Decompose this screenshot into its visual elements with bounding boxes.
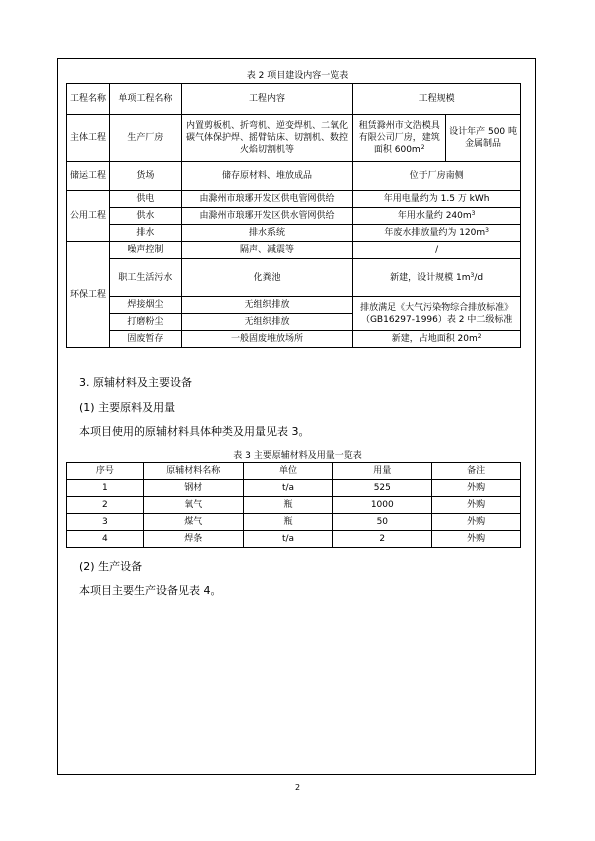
header-cell: 工程名称 — [67, 84, 110, 115]
content-cell: 隔声、减震等 — [181, 242, 353, 259]
table-row — [67, 225, 521, 242]
table-row — [67, 115, 521, 162]
cell: 1 — [67, 480, 144, 497]
cell: 525 — [333, 480, 432, 497]
item-cell: 排水 — [109, 225, 181, 242]
item-cell: 供水 — [109, 208, 181, 225]
cell: 煤气 — [143, 514, 243, 531]
cell: 2 — [333, 531, 432, 548]
table-header-row — [67, 463, 521, 480]
scale-cell: 新建，占地面积 $20m^2$ — [353, 331, 521, 348]
table-row — [67, 191, 521, 208]
header-cell: 序号 — [67, 463, 144, 480]
item-cell: 供电 — [109, 191, 181, 208]
header-cell: 用量 — [333, 463, 432, 480]
table-row — [67, 531, 521, 548]
content-cell: 储存原材料、堆放成品 — [181, 162, 353, 191]
item-cell: 职工生活污水 — [109, 259, 181, 297]
content-cell: 排水系统 — [181, 225, 353, 242]
scale-cell: / — [353, 242, 521, 259]
scale-cell: 排放满足《大气污染物综合排放标准》（GB16297-1996）表 2 中二级标准 — [353, 297, 521, 331]
scale-cell: 年废水排放量约为 $120m^3$ — [353, 225, 521, 242]
paragraph: 本项目使用的原辅材料具体种类及用量见表 3。 — [79, 425, 310, 438]
header-cell: 原辅材料名称 — [143, 463, 243, 480]
scale-cell: 位于厂房南侧 — [353, 162, 521, 191]
category-cell: 储运工程 — [67, 162, 110, 191]
cell: 瓶 — [243, 497, 333, 514]
cell: 3 — [67, 514, 144, 531]
page-number: 2 — [294, 783, 301, 792]
item-cell: 固废暂存 — [109, 331, 181, 348]
materials-table — [66, 462, 521, 548]
table-row — [67, 162, 521, 191]
header-cell: 单位 — [243, 463, 333, 480]
content-cell: 无组织排放 — [181, 297, 353, 314]
table-row — [67, 208, 521, 225]
item-cell: 货场 — [109, 162, 181, 191]
header-cell: 工程内容 — [181, 84, 353, 115]
table-row — [67, 331, 521, 348]
content-cell: 由滁州市琅琊开发区供电管网供给 — [181, 191, 353, 208]
item-cell: 噪声控制 — [109, 242, 181, 259]
content-cell: 化粪池 — [181, 259, 353, 297]
scale-cell: 设计年产 500 吨金属制品 — [446, 115, 521, 162]
section-heading: 3. 原辅材料及主要设备 — [79, 376, 192, 389]
table-row — [67, 259, 521, 297]
category-cell: 公用工程 — [67, 191, 110, 242]
cell: 外购 — [432, 480, 521, 497]
cell: 外购 — [432, 514, 521, 531]
content-cell: 由滁州市琅琊开发区供水管网供给 — [181, 208, 353, 225]
table-row — [67, 297, 521, 314]
item-cell: 焊接烟尘 — [109, 297, 181, 314]
item-cell: 打磨粉尘 — [109, 314, 181, 331]
cell: 1000 — [333, 497, 432, 514]
category-cell: 主体工程 — [67, 115, 110, 162]
content-cell: 内置剪板机、折弯机、逆变焊机、二氧化碳气体保护焊、摇臂钻床、切割机、数控火焰切割机等 — [181, 115, 353, 162]
subsection-heading: (1) 主要原料及用量 — [79, 401, 176, 414]
table-row — [67, 514, 521, 531]
item-cell: 生产厂房 — [109, 115, 181, 162]
cell: t/a — [243, 531, 333, 548]
paragraph: 本项目主要生产设备见表 4。 — [79, 584, 222, 597]
scale-cell: 新建，设计规模 $1m^3/d$ — [353, 259, 521, 297]
cell: 氧气 — [143, 497, 243, 514]
header-cell: 单项工程名称 — [109, 84, 181, 115]
cell: 焊条 — [143, 531, 243, 548]
scale-cell: 年用电量约为 1.5 万 kWh — [353, 191, 521, 208]
cell: 50 — [333, 514, 432, 531]
table-row — [67, 480, 521, 497]
project-content-table — [66, 83, 521, 348]
table2-caption: 表 2 项目建设内容一览表 — [246, 71, 349, 81]
cell: t/a — [243, 480, 333, 497]
table-row — [67, 242, 521, 259]
scale-cell: 租赁滁州市文浩模具有限公司厂房，建筑面积 $600m^2$ — [353, 115, 446, 162]
cell: 瓶 — [243, 514, 333, 531]
category-cell: 环保工程 — [67, 242, 110, 348]
table3-caption: 表 3 主要原辅材料及用量一览表 — [233, 451, 362, 461]
content-cell: 无组织排放 — [181, 314, 353, 331]
header-cell: 工程规模 — [353, 84, 521, 115]
cell: 2 — [67, 497, 144, 514]
header-cell: 备注 — [432, 463, 521, 480]
cell: 钢材 — [143, 480, 243, 497]
content-cell: 一般固废堆放场所 — [181, 331, 353, 348]
scale-cell: 年用水量约 $240m^3$ — [353, 208, 521, 225]
cell: 外购 — [432, 531, 521, 548]
cell: 4 — [67, 531, 144, 548]
cell: 外购 — [432, 497, 521, 514]
table-header-row — [67, 84, 521, 115]
subsection-heading: (2) 生产设备 — [79, 560, 143, 573]
table-row — [67, 497, 521, 514]
